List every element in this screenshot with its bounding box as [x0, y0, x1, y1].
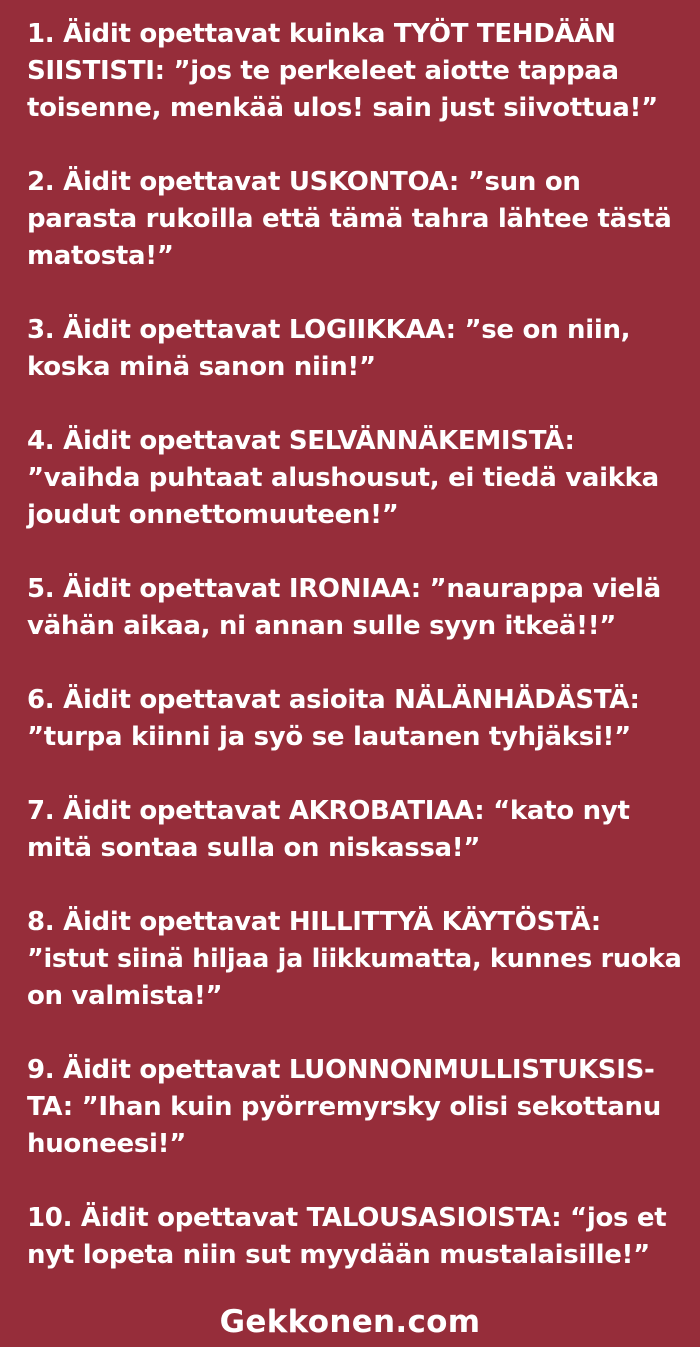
list-item: [27, 164, 687, 275]
list-item-line: 9. Äidit opettavat LUONNONMULLISTUKSIS-: [27, 1055, 655, 1085]
joke-list: [27, 16, 687, 1311]
list-item-line: 3. Äidit opettavat LOGIIKKAA: ”se on niin,: [27, 315, 631, 345]
list-item-line: on valmista!”: [27, 981, 223, 1011]
list-item-line: ”turpa kiinni ja syö se lautanen tyhjäksi!”: [27, 722, 631, 752]
list-item-line: joudut onnettomuuteen!”: [27, 500, 399, 530]
list-item: [27, 312, 687, 386]
list-item-line: toisenne, menkää ulos! sain just siivottua!”: [27, 93, 658, 123]
list-item-line: TA: ”Ihan kuin pyörremyrsky olisi sekottanu: [27, 1092, 661, 1122]
list-item: [27, 423, 687, 534]
list-item: [27, 1200, 687, 1274]
list-item: [27, 904, 687, 1015]
list-item: [27, 682, 687, 756]
list-item-line: 7. Äidit opettavat AKROBATIAA: “kato nyt: [27, 796, 630, 826]
list-item-line: nyt lopeta niin sut myydään mustalaisille!”: [27, 1240, 650, 1270]
list-item-line: 1. Äidit opettavat kuinka TYÖT TEHDÄÄN: [27, 19, 616, 49]
list-item-line: koska minä sanon niin!”: [27, 352, 376, 382]
list-item-line: 8. Äidit opettavat HILLITTYÄ KÄYTÖSTÄ:: [27, 907, 601, 937]
list-item: [27, 16, 687, 127]
list-item-line: parasta rukoilla että tämä tahra lähtee tästä: [27, 204, 672, 234]
list-item-line: 2. Äidit opettavat USKONTOA: ”sun on: [27, 167, 581, 197]
list-item-line: SIISTISTI: ”jos te perkeleet aiotte tappaa: [27, 56, 619, 86]
site-credit: Gekkonen.com: [219, 1304, 481, 1340]
list-item-line: 4. Äidit opettavat SELVÄNNÄKEMISTÄ:: [27, 426, 575, 456]
list-item: [27, 571, 687, 645]
list-item-line: vähän aikaa, ni annan sulle syyn itkeä!!”: [27, 611, 617, 641]
list-item: [27, 1052, 687, 1163]
list-item-line: 5. Äidit opettavat IRONIAA: ”naurappa vielä: [27, 574, 661, 604]
list-item-line: matosta!”: [27, 241, 174, 271]
list-item-line: ”istut siinä hiljaa ja liikkumatta, kunnes ruoka: [27, 944, 682, 974]
list-item-line: ”vaihda puhtaat alushousut, ei tiedä vaikka: [27, 463, 659, 493]
list-item-line: 10. Äidit opettavat TALOUSASIOISTA: “jos et: [27, 1203, 667, 1233]
list-item-line: 6. Äidit opettavat asioita NÄLÄNHÄDÄSTÄ:: [27, 685, 640, 715]
list-item-line: huoneesi!”: [27, 1129, 186, 1159]
list-item-line: mitä sontaa sulla on niskassa!”: [27, 833, 481, 863]
list-item: [27, 793, 687, 867]
